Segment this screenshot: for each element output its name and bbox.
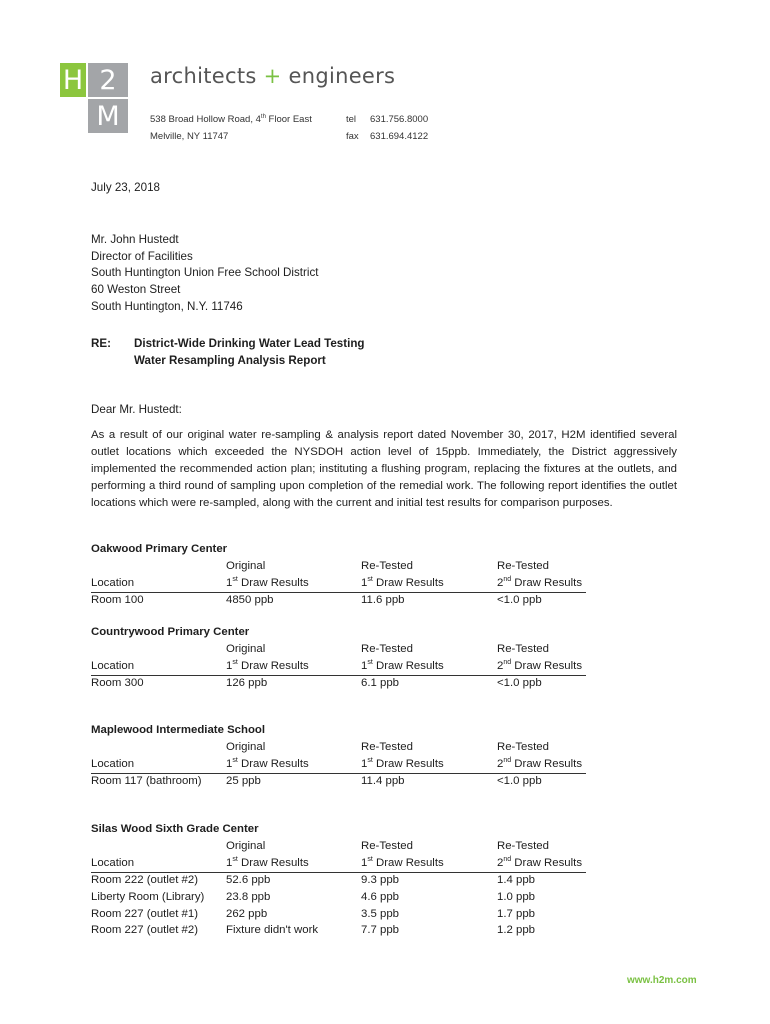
row-original: 262 ppb [226,907,268,920]
row-retested-2: 1.0 ppb [497,890,536,903]
row-retested-2: <1.0 ppb [497,774,542,787]
header-retested-2-draw: 2nd Draw Results [497,659,583,672]
header-original-draw: 1st Draw Results [226,757,309,770]
header-original-draw: 1st Draw Results [226,659,309,672]
firm-plus: + [263,64,282,88]
header-retested-2: Re-Tested [497,740,549,753]
header-rule [91,773,586,774]
row-location: Room 117 (bathroom) [91,774,202,787]
row-original: 23.8 ppb [226,890,271,903]
letter-date: July 23, 2018 [91,181,160,194]
header-original-draw: 1st Draw Results [226,576,309,589]
recipient-name: Mr. John Hustedt [91,233,179,246]
row-retested-1: 7.7 ppb [361,924,400,937]
recipient-org: South Huntington Union Free School District [91,266,319,280]
row-location: Liberty Room (Library) [91,890,205,903]
tel-number: 631.756.8000 [370,114,429,125]
row-retested-1: 11.6 ppb [361,593,405,606]
website-url: www.h2m.com [627,975,697,986]
header-retested-2: Re-Tested [497,839,549,852]
school-name: Oakwood Primary Center [91,543,228,555]
header-retested-2-draw: 2nd Draw Results [497,757,583,770]
logo-h-cell: H [60,63,86,97]
header-retested-1: Re-Tested [361,839,413,852]
header-original: Original [226,642,266,655]
tel-label: tel [346,114,357,125]
school-name: Maplewood Intermediate School [91,724,266,736]
fax-label: fax [346,131,359,142]
row-original: 126 ppb [226,676,268,689]
header-retested-1-draw: 1st Draw Results [361,576,444,589]
row-location: Room 227 (outlet #1) [91,907,199,920]
row-retested-1: 4.6 ppb [361,890,400,903]
logo-m-cell: M [88,99,128,133]
header-location: Location [91,576,135,589]
row-retested-1: 3.5 ppb [361,907,400,920]
header-original: Original [226,839,266,852]
header-location: Location [91,856,135,869]
header-rule [91,592,586,593]
header-retested-1: Re-Tested [361,740,413,753]
address-line-2: Melville, NY 11747 [150,131,229,142]
header-retested-1-draw: 1st Draw Results [361,856,444,869]
row-retested-2: <1.0 ppb [497,676,542,689]
recipient-street: 60 Weston Street [91,283,181,297]
row-retested-1: 6.1 ppb [361,676,400,689]
header-location: Location [91,659,135,672]
header-retested-1: Re-Tested [361,559,413,572]
row-retested-2: 1.7 ppb [497,907,536,920]
header-original: Original [226,559,266,572]
header-original: Original [226,740,266,753]
header-rule [91,675,586,676]
row-retested-2: 1.4 ppb [497,873,536,886]
fax-number: 631.694.4122 [370,131,429,142]
firm-name [150,64,395,88]
recipient-city: South Huntington, N.Y. 11746 [91,299,243,313]
row-location: Room 227 (outlet #2) [91,924,199,937]
school-name: Countrywood Primary Center [91,626,250,638]
header-retested-1-draw: 1st Draw Results [361,659,444,672]
logo-2-cell: 2 [88,63,128,97]
header-retested-1-draw: 1st Draw Results [361,757,444,770]
row-original: 4850 ppb [226,593,274,606]
row-original: Fixture didn't work [226,924,319,937]
row-original: 25 ppb [226,774,261,787]
header-retested-2-draw: 2nd Draw Results [497,576,583,589]
header-original-draw: 1st Draw Results [226,856,309,869]
row-location: Room 100 [91,593,144,606]
re-line-2: Water Resampling Analysis Report [134,353,326,367]
row-retested-2: <1.0 ppb [497,593,542,606]
row-location: Room 300 [91,676,144,689]
re-line-1: District-Wide Drinking Water Lead Testing [134,337,365,350]
header-location: Location [91,757,135,770]
row-retested-1: 9.3 ppb [361,873,400,886]
row-original: 52.6 ppb [226,873,271,886]
recipient-block [91,232,318,316]
school-name: Silas Wood Sixth Grade Center [91,823,259,835]
header-rule [91,872,586,873]
address-line-1: 538 Broad Hollow Road, 4th Floor East [150,113,312,125]
recipient-title: Director of Facilities [91,249,193,263]
header-retested-2: Re-Tested [497,642,549,655]
row-location: Room 222 (outlet #2) [91,873,199,886]
row-retested-1: 11.4 ppb [361,774,405,787]
firm-name-a: architects [150,64,257,88]
re-subject [134,336,365,369]
salutation: Dear Mr. Hustedt: [91,403,182,416]
firm-name-b: engineers [288,64,396,88]
header-retested-2: Re-Tested [497,559,549,572]
header-retested-1: Re-Tested [361,642,413,655]
re-label: RE: [91,337,111,350]
row-retested-2: 1.2 ppb [497,924,536,937]
header-retested-2-draw: 2nd Draw Results [497,856,583,869]
body-paragraph: As a result of our original water re-sampling & analysis report dated November 30, 2017, H2M identified several outlet locations which exceeded the NYSDOH action level of 15ppb. Immediately, the District aggressively implemented the recommended action plan; instituting a flushing program, replacing the fixtures at the outlets, and performing a third round of sampling upon completion of the remedial work. The following report identifies the outlet locations which were re-sampled, along with the current and initial test results for comparison purposes. [91,429,677,509]
